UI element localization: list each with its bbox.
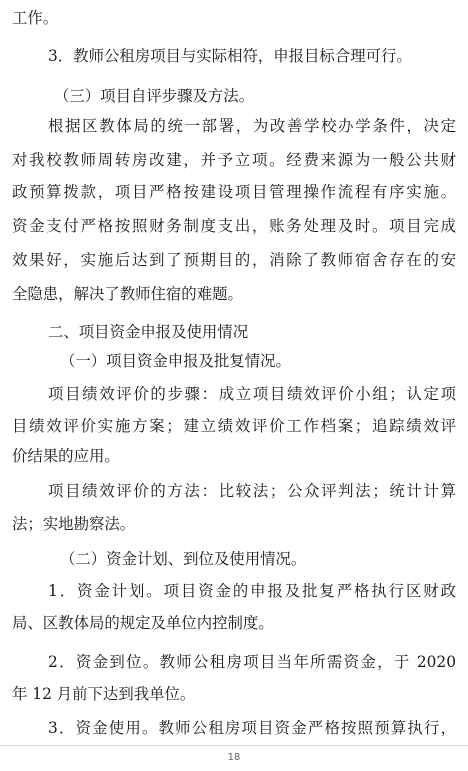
text-line: 目绩效评价实施方案；建立绩效评价工作档案；追踪绩效评 (12, 417, 456, 435)
text-line: 根据区教体局的统一部署，为改善学校办学条件，决定 (48, 117, 456, 135)
page-footer (0, 745, 468, 771)
text-line: 全隐患，解决了教师住宿的难题。 (12, 285, 243, 303)
footer-divider (0, 745, 468, 746)
section-heading: 二、项目资金申报及使用情况 (48, 323, 249, 341)
text-line: 年 12 月前下达到我单位。 (12, 685, 196, 703)
text-line: 3．教师公租房项目与实际相符，申报目标合理可行。 (48, 47, 412, 65)
text-line: 政预算拨款，项目严格按建设项目管理操作流程有序实施。 (12, 183, 456, 201)
text-line: 2．资金到位。教师公租房项目当年所需资金，于 2020 (48, 653, 456, 671)
text-line: 3．资金使用。教师公租房项目资金严格按照预算执行， (48, 719, 456, 737)
section-heading: （一）项目资金申报及批复情况。 (60, 352, 291, 370)
text-line: 项目绩效评价的步骤：成立项目绩效评价小组；认定项 (48, 385, 456, 403)
text-line: 项目绩效评价的方法：比较法；公众评判法；统计计算 (48, 482, 456, 500)
section-heading: （三）项目自评步骤及方法。 (54, 87, 255, 105)
text-line: 工作。 (12, 9, 59, 27)
text-line: 价结果的应用。 (12, 447, 120, 465)
text-line: 法；实地勘察法。 (12, 515, 136, 533)
section-heading: （二）资金计划、到位及使用情况。 (60, 550, 307, 568)
text-line: 效果好，实施后达到了预期目的，消除了教师宿舍存在的安 (12, 251, 456, 269)
page-number: 18 (227, 752, 241, 763)
text-line: 对我校教师周转房改建，并予立项。经费来源为一般公共财 (12, 151, 456, 169)
text-line: 局、区教体局的规定及单位内控制度。 (12, 614, 274, 632)
text-line: 资金支付严格按照财务制度支出，账务处理及时。项目完成 (12, 217, 456, 235)
text-line: 1．资金计划。项目资金的申报及批复严格执行区财政 (48, 582, 456, 600)
